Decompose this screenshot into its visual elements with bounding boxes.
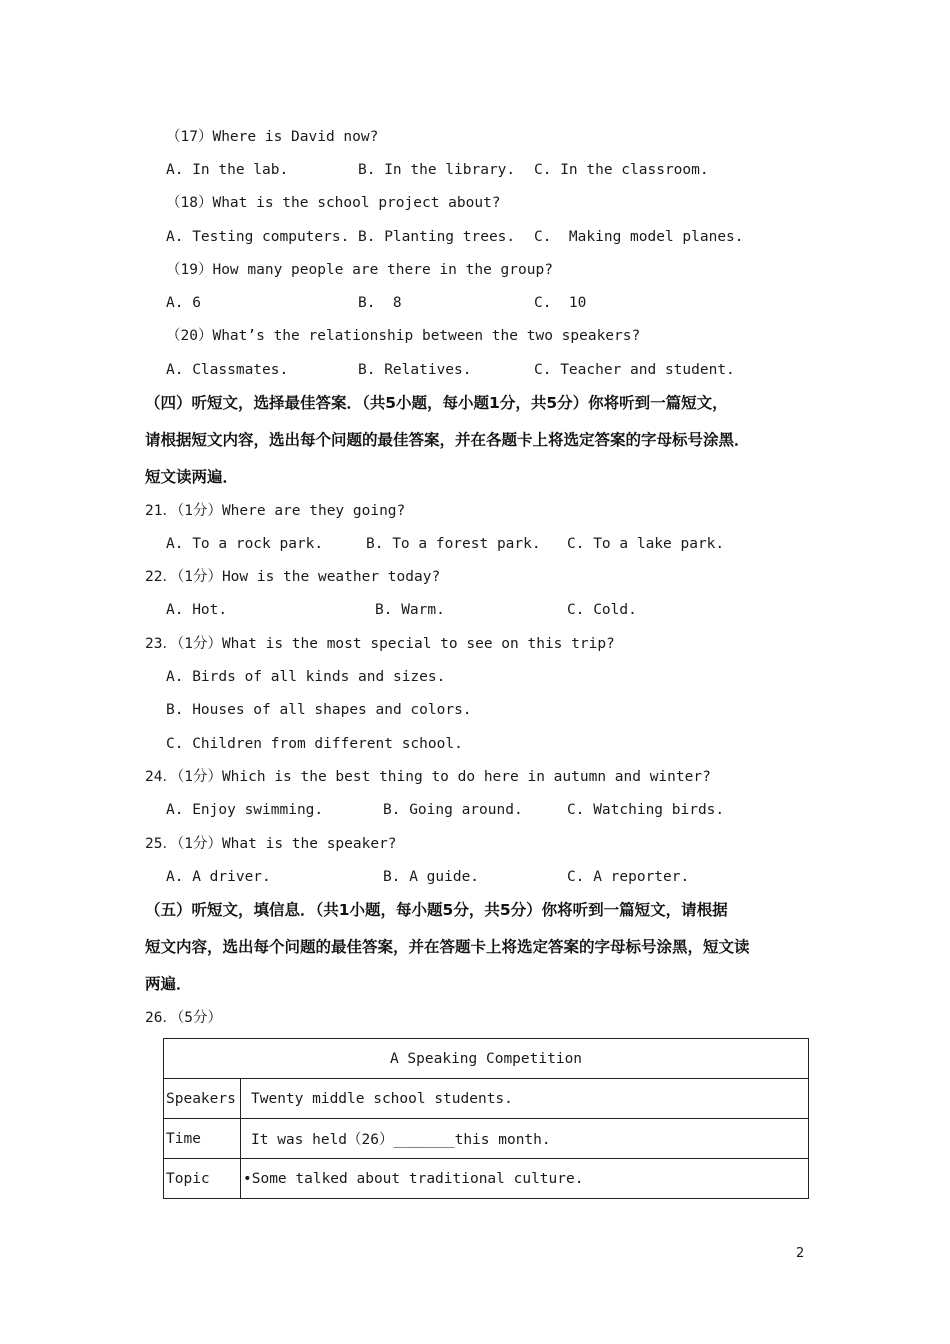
question-21: 21．（1分）Where are they going?	[145, 503, 406, 519]
section-4-instruction-line-1: （四）听短文，选择最佳答案．（共5小题，每小题1分，共5分）你将听到一篇短文，	[145, 394, 728, 412]
table-row	[164, 1119, 809, 1159]
question-18-option-b: B. Planting trees.	[358, 229, 516, 245]
question-19-option-c: C. 10	[534, 295, 587, 311]
question-17-option-c: C. In the classroom.	[534, 162, 709, 178]
question-19: （19）How many people are there in the group?	[166, 262, 553, 278]
question-22-option-c: C. Cold.	[567, 602, 637, 618]
page-number: 2	[796, 1246, 805, 1261]
section-5-instruction-line-2: 短文内容，选出每个问题的最佳答案，并在答题卡上将选定答案的字母标号涂黑，短文读	[145, 938, 750, 956]
question-25-option-b: B. A guide.	[383, 869, 480, 885]
question-24-option-a: A. Enjoy swimming.	[166, 802, 324, 818]
question-23-option-a: A. Birds of all kinds and sizes.	[166, 669, 446, 685]
question-20: （20）What’s the relationship between the two speakers?	[166, 328, 641, 344]
question-20-option-b: B. Relatives.	[358, 362, 472, 378]
question-26-label: 26．（5分）	[145, 1010, 222, 1026]
question-20-option-c: C. Teacher and student.	[534, 362, 735, 378]
question-25: 25．（1分）What is the speaker?	[145, 836, 397, 852]
speaking-competition-table	[163, 1038, 809, 1199]
question-25-option-c: C. A reporter.	[567, 869, 690, 885]
section-4-instruction-line-2: 请根据短文内容，选出每个问题的最佳答案，并在各题卡上将选定答案的字母标号涂黑．	[145, 431, 750, 449]
section-4-instruction-line-3: 短文读两遍．	[145, 468, 239, 486]
question-17-option-b: B. In the library.	[358, 162, 516, 178]
table-row	[164, 1159, 809, 1199]
question-24-option-b: B. Going around.	[383, 802, 523, 818]
question-21-option-b: B. To a forest park.	[366, 536, 541, 552]
question-24-option-c: C. Watching birds.	[567, 802, 725, 818]
table-title: A Speaking Competition	[164, 1039, 809, 1079]
question-18-option-c: C. Making model planes.	[534, 229, 744, 245]
row-label-topic: Topic	[164, 1159, 241, 1199]
section-5-instruction-line-3: 两遍．	[145, 975, 192, 993]
question-18-option-a: A. Testing computers.	[166, 229, 350, 245]
question-19-option-b: B. 8	[358, 295, 402, 311]
question-17: （17）Where is David now?	[166, 129, 379, 145]
table-row	[164, 1079, 809, 1119]
row-label-speakers: Speakers	[164, 1079, 241, 1119]
question-23: 23．（1分）What is the most special to see on this trip?	[145, 636, 615, 652]
question-22-option-a: A. Hot.	[166, 602, 228, 618]
question-25-option-a: A. A driver.	[166, 869, 271, 885]
row-value-topic: •Some talked about traditional culture.	[241, 1159, 809, 1199]
row-value-time: It was held（26）_______this month.	[241, 1119, 809, 1159]
row-label-time: Time	[164, 1119, 241, 1159]
question-22-option-b: B. Warm.	[375, 602, 445, 618]
question-22: 22．（1分）How is the weather today?	[145, 569, 441, 585]
question-24: 24．（1分）Which is the best thing to do here in autumn and winter?	[145, 769, 711, 785]
question-23-option-c: C. Children from different school.	[166, 736, 463, 752]
question-18: （18）What is the school project about?	[166, 195, 501, 211]
question-17-option-a: A. In the lab.	[166, 162, 289, 178]
question-20-option-a: A. Classmates.	[166, 362, 289, 378]
section-5-instruction-line-1: （五）听短文，填信息．（共1小题，每小题5分，共5分）你将听到一篇短文，请根据	[145, 901, 728, 919]
row-value-speakers: Twenty middle school students.	[241, 1079, 809, 1119]
table-row	[164, 1039, 809, 1079]
question-19-option-a: A. 6	[166, 295, 201, 311]
question-23-option-b: B. Houses of all shapes and colors.	[166, 702, 472, 718]
question-21-option-c: C. To a lake park.	[567, 536, 725, 552]
question-21-option-a: A. To a rock park.	[166, 536, 324, 552]
